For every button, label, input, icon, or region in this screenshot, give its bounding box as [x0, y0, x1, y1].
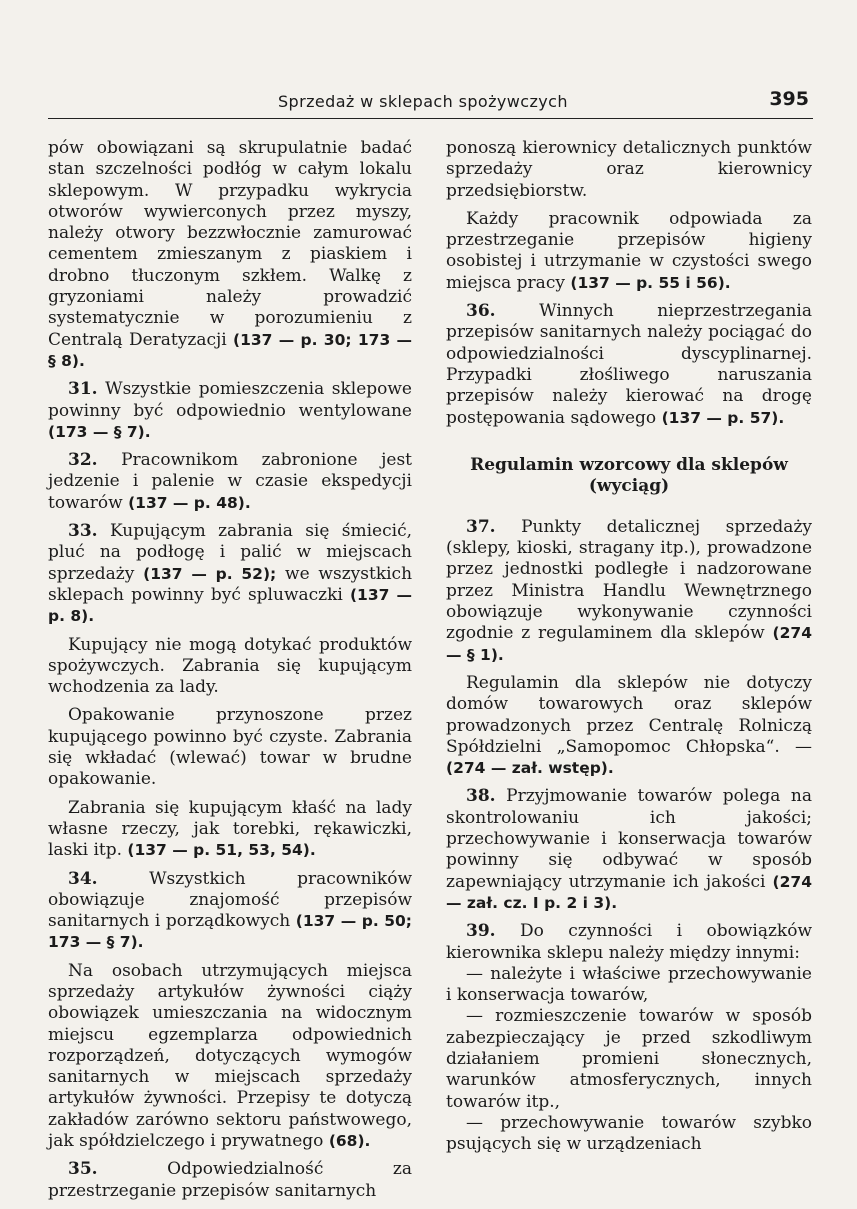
paragraph-continued: pów obowiązani są skrupulatnie badać stan szczelności podłóg w całym lokalu sklepowym. W przypadku wykrycia otworów wywierconych przez myszy, należy otwory bezzwłocznie zamurować cementem zmieszanym z piaskiem i drobno tłuczonym szkłem. Walkę z gryzoniami należy prowadzić systematycznie w porozumieniu z Centralą Deratyzacji (137 — p. 30; 173 — § 8).	[48, 138, 413, 370]
reference: (274 — zał. cz. I p. 2 i 3).	[446, 872, 812, 912]
reference: (137 — p. 48).	[128, 493, 251, 512]
list-item: — rozmieszczenie towarów w sposób zabezpieczający je przed szkodliwym działaniem promieni słonecznych, warunków atmosferycznych, innych towarów itp.,	[446, 1006, 812, 1112]
page-header	[48, 86, 813, 119]
paragraph-number: 33.	[68, 521, 98, 542]
reference: (137 — p. 51, 53, 54).	[127, 841, 316, 860]
paragraph-number: 34.	[68, 868, 98, 889]
paragraph-number: 39.	[466, 921, 496, 942]
paragraph: Na osobach utrzymujących miejsca sprzedaży artykułów żywności ciąży obowiązek umieszczania na widocznym miejscu egzemplarza odpowiednich rozporządzeń, dotyczących wymogów sanitarnych w miejscach sprzedaży artykułów żywności. Przepisy te dotyczą zakładów zarówno sektoru państwowego, jak spółdzielczego i prywatnego (68).	[48, 960, 412, 1152]
paragraph-38: 38. Przyjmowanie towarów polega na skontrolowaniu ich jakości; przechowywanie i konserwacja towarów powinny się odbywać w sposób zapewniający utrzymanie ich jakości (274 — zał. cz. I p. 2 i 3).	[446, 786, 813, 912]
reference: (274 — zał. wstęp).	[446, 759, 614, 778]
paragraph-31: 31. Wszystkie pomieszczenia sklepowe powinny być odpowiednio wentylowane (173 — § 7).	[48, 379, 412, 441]
reference: (274 — § 1).	[446, 624, 812, 664]
paragraph-number: 32.	[68, 450, 98, 471]
reference: (137 — p. 57).	[661, 408, 785, 427]
reference: (137 — p. 52);	[143, 564, 277, 583]
paragraph-number: 36.	[466, 301, 496, 322]
page-number: 395	[769, 88, 809, 110]
paragraph-number: 35.	[68, 1159, 98, 1180]
paragraph-number: 37.	[466, 516, 496, 537]
list-item: — przechowywanie towarów szybko psujących się w urządzeniach	[446, 1112, 812, 1155]
paragraph: Opakowanie przynoszone przez kupującego powinno być czyste. Zabrania się wkładać (wlewać) towar w brudne opakowanie.	[48, 705, 412, 790]
paragraph-36: 36. Winnych nieprzestrzegania przepisów sanitarnych należy pociągać do odpowiedzialności dyscyplinarnej. Przypadki złośliwego naruszania przepisów należy kierować na drogę postępowania sądowego (137 — p. 57).	[446, 301, 812, 428]
paragraph: Kupujący nie mogą dotykać produktów spożywczych. Zabrania się kupującym wchodzenia za lady.	[48, 634, 412, 698]
paragraph-34: 34. Wszystkich pracowników obowiązuje znajomość przepisów sanitarnych i porządkowych (137 — p. 50; 173 — § 7).	[48, 868, 413, 952]
paragraph-33: 33. Kupującym zabrania się śmiecić, pluć na podłogę i palić w miejscach sprzedaży (137 — p. 52); we wszystkich sklepach powinny być spluwaczki (137 — p. 8).	[48, 521, 413, 626]
left-column	[48, 138, 412, 1209]
paragraph-37: 37. Punkty detalicznej sprzedaży (sklepy, kioski, stragany itp.), prowadzone przez jednostki podległe i nadzorowane przez Ministra Handlu Wewnętrznego obowiązuje wykonywanie czynności zgodnie z regulaminem dla sklepów (274 — § 1).	[446, 516, 813, 664]
reference: (137 — p. 8).	[48, 585, 412, 626]
paragraph-number: 31.	[68, 379, 98, 400]
paragraph-35: 35. Odpowiedzialność za przestrzeganie przepisów sanitarnych	[48, 1159, 412, 1201]
reference: (68).	[328, 1132, 371, 1151]
paragraph: Każdy pracownik odpowiada za przestrzeganie przepisów higieny osobistej i utrzymanie w czystości swego miejsca pracy (137 — p. 55 i 56).	[446, 208, 812, 293]
paragraph-continued: ponoszą kierownicy detalicznych punktów sprzedaży oraz kierownicy przedsiębiorstw.	[446, 138, 812, 201]
reference: (137 — p. 50; 173 — § 7).	[48, 912, 413, 952]
paragraph-number: 38.	[466, 786, 496, 807]
reference: (173 — § 7).	[48, 422, 151, 441]
reference: (137 — p. 30; 173 — § 8).	[48, 330, 413, 370]
list-item: — należyte i właściwe przechowywanie i konserwacja towarów,	[446, 963, 812, 1006]
paragraph-32: 32. Pracownikom zabronione jest jedzenie i palenie w czasie ekspedycji towarów (137 — p. 48).	[48, 450, 413, 513]
right-column	[446, 138, 812, 1162]
paragraph-39: 39. Do czynności i obowiązków kierownika sklepu należy między innymi: — należyte i właściwe przechowywanie i konserwacja towarów, — rozmieszczenie towarów w sposób zabezpieczający je przed szkodliwym działaniem promieni słonecznych, warunków atmosferycznych, innych towarów itp., — przechowywanie towarów szybko psujących się w urządzeniach	[446, 921, 813, 1155]
section-title: Regulamin wzorcowy dla sklepów (wyciąg)	[470, 454, 788, 496]
paragraph: Regulamin dla sklepów nie dotyczy domów towarowych oraz sklepów prowadzonych przez Centralę Rolniczą Spółdzielni „Samopomoc Chłopska“. — (274 — zał. wstęp).	[446, 672, 812, 778]
paragraph: Zabrania się kupującym kłaść na lady własne rzeczy, jak torebki, rękawiczki, laski itp. (137 — p. 51, 53, 54).	[48, 797, 412, 861]
reference: (137 — p. 55 i 56).	[570, 273, 731, 292]
running-title: Sprzedaż w sklepach spożywczych	[278, 92, 568, 111]
